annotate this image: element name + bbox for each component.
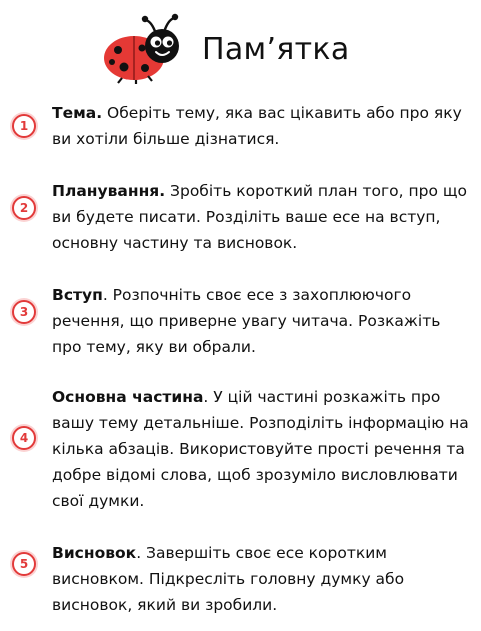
item-text xyxy=(52,282,472,360)
number-badge: 3 xyxy=(12,300,36,324)
number-badge: 2 xyxy=(12,196,36,220)
number-badge: 1 xyxy=(12,114,36,138)
item-body: Оберіть тему, яка вас цікавить або про яку ви хотіли більше дізнатися. xyxy=(52,104,462,148)
number-badge: 5 xyxy=(12,552,36,576)
item-text xyxy=(52,540,472,618)
item-text xyxy=(52,178,472,256)
item-heading: Тема. xyxy=(52,104,103,122)
item-heading: Основна частина xyxy=(52,388,204,406)
item-text xyxy=(52,384,472,514)
item-body: Зробіть короткий план того, про що ви будете писати. Розділіть ваше есе на вступ, основну частину та висновок. xyxy=(52,182,467,252)
item-heading: Планування. xyxy=(52,182,166,200)
ladybug-icon xyxy=(100,12,186,84)
item-text xyxy=(52,100,472,152)
item-heading: Вступ xyxy=(52,286,103,304)
item-body: . У цій частині розкажіть про вашу тему детальніше. Розподіліть інформацію на кілька абзаців. Використовуйте прості речення та добре відомі слова, щоб зрозуміло висловлювати свої думки. xyxy=(52,388,469,510)
item-heading: Висновок xyxy=(52,544,137,562)
page-title: Пам’ятка xyxy=(202,32,350,67)
number-badge: 4 xyxy=(12,426,36,450)
item-body: . Завершіть своє есе коротким висновком. Підкресліть головну думку або висновок, який ви зробили. xyxy=(52,544,405,614)
header xyxy=(0,0,481,92)
item-body: . Розпочніть своє есе з захоплюючого речення, що приверне увагу читача. Розкажіть про тему, яку ви обрали. xyxy=(52,286,441,356)
